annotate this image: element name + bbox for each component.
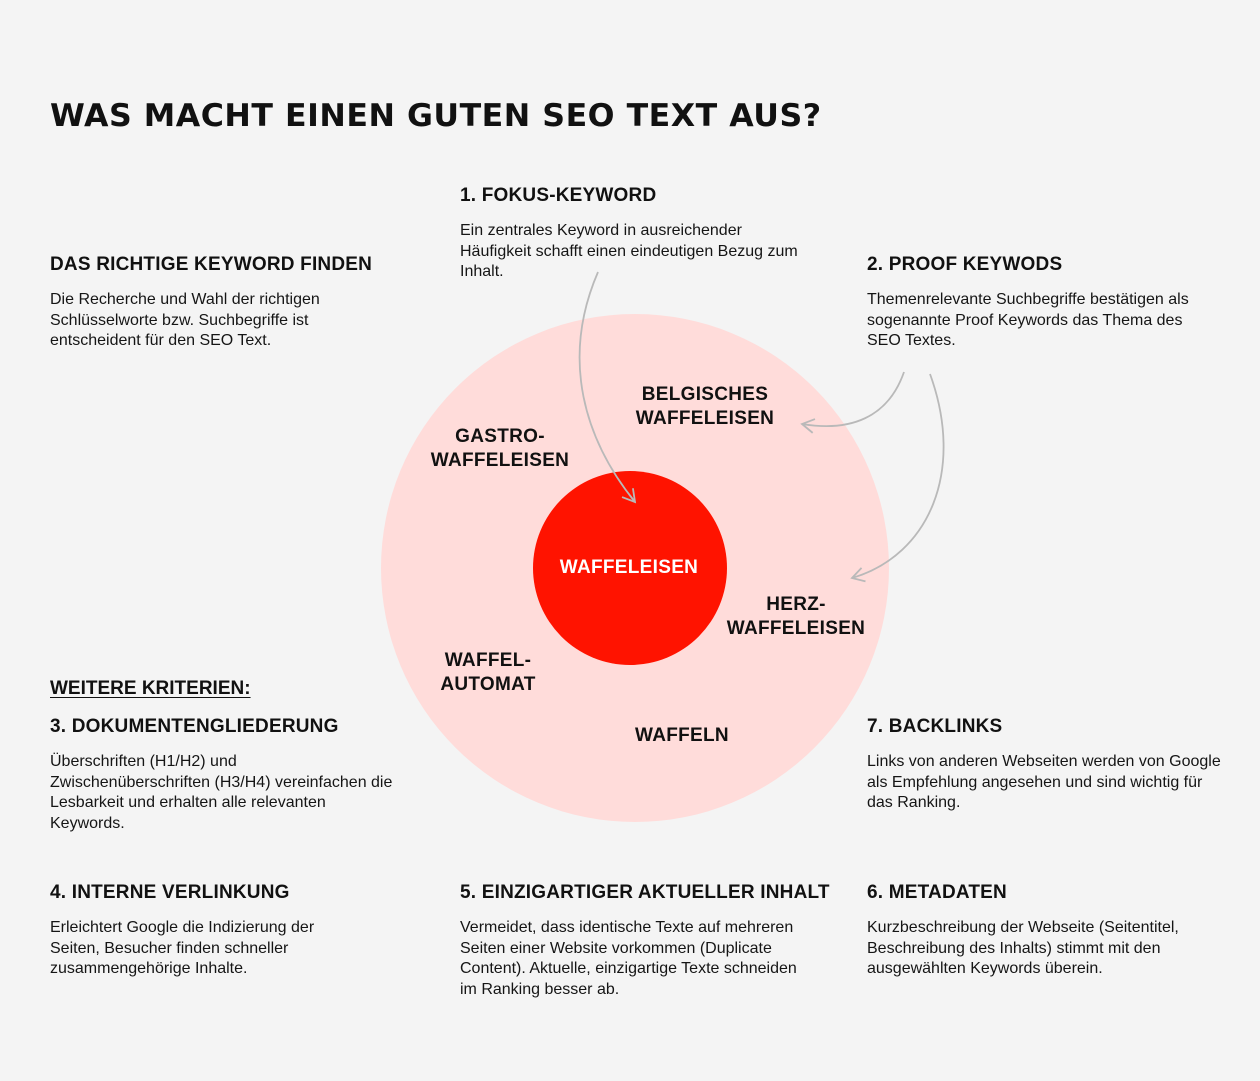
- keyword-automat-line1: WAFFEL-: [444, 650, 532, 671]
- keyword-belgisch-line1: BELGISCHES: [641, 384, 769, 405]
- section-text: Vermeidet, dass identische Texte auf mehreren Seiten einer Website vorkommen (Duplicate Content). Aktuelle, einzigartige Texte schneiden im Ranking besser ab.: [460, 919, 797, 998]
- keyword-gastro-line2: WAFFELEISEN: [430, 450, 570, 471]
- section-fokus-keyword: [460, 185, 805, 283]
- section-heading: 6. METADATEN: [867, 882, 1007, 903]
- section-text: Überschriften (H1/H2) und Zwischenüberschriften (H3/H4) vereinfachen die Lesbarkeit und erhalten alle relevanten Keywords.: [50, 753, 393, 832]
- keyword-herz-line1: HERZ-: [766, 594, 826, 615]
- page-title: WAS MACHT EINEN GUTEN SEO TEXT AUS?: [50, 98, 822, 134]
- section-heading: 5. EINZIGARTIGER AKTUELLER INHALT: [460, 882, 830, 903]
- section-text: Die Recherche und Wahl der richtigen Schlüsselworte bzw. Suchbegriffe ist entscheident für den SEO Text.: [50, 291, 320, 349]
- section-heading: 7. BACKLINKS: [867, 716, 1003, 737]
- section-heading: 1. FOKUS-KEYWORD: [460, 185, 657, 206]
- section-proof-keywords: [867, 254, 1212, 352]
- section-einzigartiger-inhalt: [460, 882, 830, 1000]
- weitere-kriterien-heading: WEITERE KRITERIEN:: [50, 678, 251, 699]
- section-heading: DAS RICHTIGE KEYWORD FINDEN: [50, 254, 373, 275]
- section-text: Themenrelevante Suchbegriffe bestätigen als sogenannte Proof Keywords das Thema des SEO Textes.: [867, 291, 1189, 349]
- section-dokumentengliederung: [50, 716, 400, 834]
- section-keyword-finden: [50, 254, 373, 352]
- section-heading: 4. INTERNE VERLINKUNG: [50, 882, 290, 903]
- keyword-waffeln: WAFFELN: [635, 725, 729, 746]
- section-text: Links von anderen Webseiten werden von Google als Empfehlung angesehen und sind wichtig für das Ranking.: [867, 753, 1221, 811]
- focus-keyword-label: WAFFELEISEN: [559, 557, 699, 578]
- section-interne-verlinkung: [50, 882, 360, 980]
- keyword-automat-line2: AUTOMAT: [440, 674, 536, 695]
- section-text: Kurzbeschreibung der Webseite (Seitentitel, Beschreibung des Inhalts) stimmt mit den ausgewählten Keywords überein.: [867, 919, 1179, 977]
- keyword-gastro-line1: GASTRO-: [455, 426, 545, 447]
- section-heading: 3. DOKUMENTENGLIEDERUNG: [50, 716, 339, 737]
- section-backlinks: [867, 716, 1222, 814]
- section-metadaten: [867, 882, 1227, 980]
- keyword-belgisch-line2: WAFFELEISEN: [635, 408, 775, 429]
- section-text: Ein zentrales Keyword in ausreichender Häufigkeit schafft einen eindeutigen Bezug zum Inhalt.: [460, 222, 798, 280]
- section-text: Erleichtert Google die Indizierung der Seiten, Besucher finden schneller zusammengehörige Inhalte.: [50, 919, 315, 977]
- keyword-herz-line2: WAFFELEISEN: [726, 618, 866, 639]
- section-heading: 2. PROOF KEYWODS: [867, 254, 1063, 275]
